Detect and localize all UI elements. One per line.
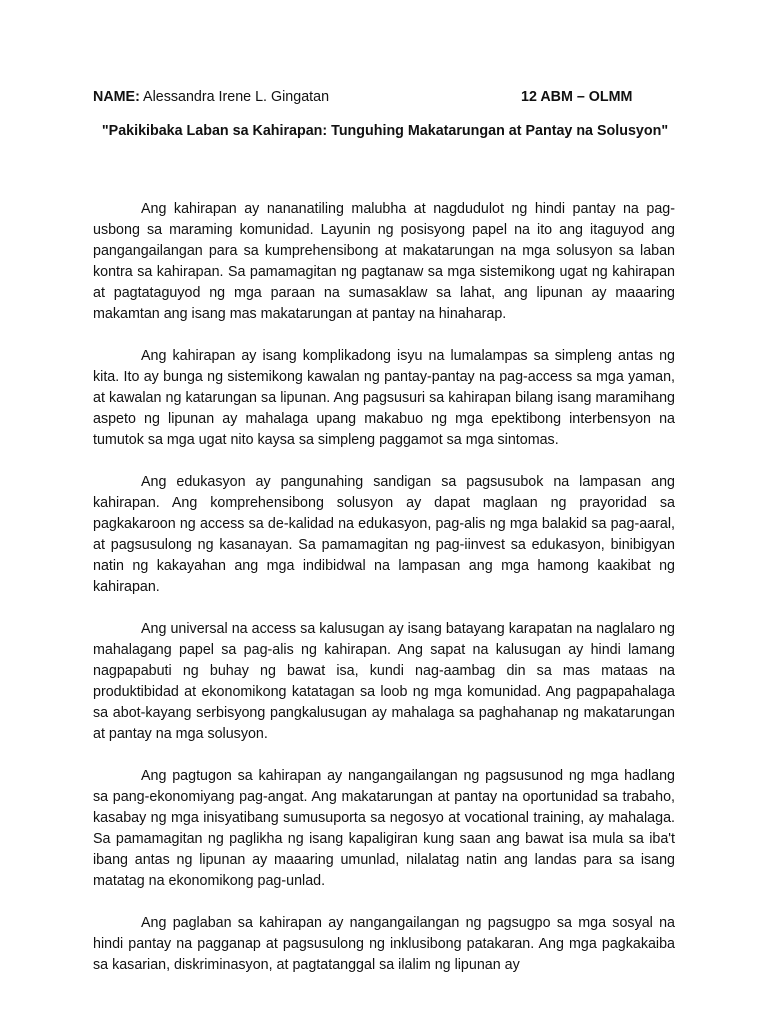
paragraph-5: Ang pagtugon sa kahirapan ay nangangailangan ng pagsusunod ng mga hadlang sa pang-ekonomiyang pag-angat. Ang makatarungan at pantay na oportunidad sa trabaho, kasabay ng mga inisyatibang sumusuporta sa negosyo at vocational training, ay mahalaga. Sa pamamagitan ng paglikha ng isang kapaligiran kung saan ang bawat isa mula sa iba't ibang antas ng lipunan ay maaaring umunlad, nilalatag natin ang landas para sa isang matatag na ekonomikong pag-unlad. (93, 768, 675, 889)
paragraph-1: Ang kahirapan ay nananatiling malubha at nagdudulot ng hindi pantay na pag-usbong sa maraming komunidad. Layunin ng posisyong papel na ito ang itaguyod ang pangangailangan para sa kumprehensibong at makatarungan na mga solusyon sa laban kontra sa kahirapan. Sa pamamagitan ng pagtanaw sa mga sistemikong ugat ng kahirapan at pagtataguyod ng mga paraan na sumasaklaw sa lahat, ang lipunan ay maaaring makamtan ang isang mas makatarungan at pantay na hinaharap. (93, 201, 675, 322)
paragraph-3: Ang edukasyon ay pangunahing sandigan sa pagsusubok na lampasan ang kahirapan. Ang komprehensibong solusyon ay dapat maglaan ng prayoridad sa pagkakaroon ng access sa de-kalidad na edukasyon, pag-alis ng mga balakid sa pag-aaral, at pagsusulong ng kasanayan. Sa pamamagitan ng pag-iinvest sa edukasyon, binibigyan natin ng kakayahan ang mga indibidwal na lampasan ang mga hamong kaakibat ng kahirapan. (93, 474, 675, 595)
paragraph-2: Ang kahirapan ay isang komplikadong isyu na lumalampas sa simpleng antas ng kita. Ito ay bunga ng sistemikong kawalan ng pantay-pantay na pag-access sa mga yaman, at kawalan ng katarungan sa lipunan. Ang pagsusuri sa kahirapan bilang isang maramihang aspeto ng lipunan ay mahalaga upang makabuo ng mga epektibong interbensyon na tumutok sa mga ugat nito kaysa sa simpleng paggamot sa mga sintomas. (93, 348, 675, 448)
grade-section: 12 ABM – OLMM (521, 89, 633, 105)
header-line (93, 86, 653, 108)
paragraph-4: Ang universal na access sa kalusugan ay isang batayang karapatan na naglalaro ng mahalagang papel sa pag-alis ng kahirapan. Ang sapat na kalusugan ay hindi lamang nagpapabuti ng buhay ng bawat isa, kundi nag-aambag din sa mas mataas na produktibidad at ekonomikong katatagan sa loob ng mga komunidad. Ang pagpapahalaga sa abot-kayang serbisyong pangkalusugan ay mahalaga sa paghahanap ng makatarungan at pantay na mga solusyon. (93, 621, 675, 742)
student-name: Alessandra Irene L. Gingatan (143, 89, 330, 105)
paragraph-6: Ang paglaban sa kahirapan ay nangangailangan ng pagsugpo sa mga sosyal na hindi pantay na pagganap at pagsusulong ng inklusibong patakaran. Ang mga pagkakaiba sa kasarian, diskriminasyon, at pagtatanggal sa ilalim ng lipunan ay (93, 915, 675, 973)
name-label: NAME: (93, 89, 140, 105)
document-body (93, 199, 675, 997)
document-title: "Pakikibaka Laban sa Kahirapan: Tunguhing Makatarungan at Pantay na Solusyon" (101, 123, 669, 139)
